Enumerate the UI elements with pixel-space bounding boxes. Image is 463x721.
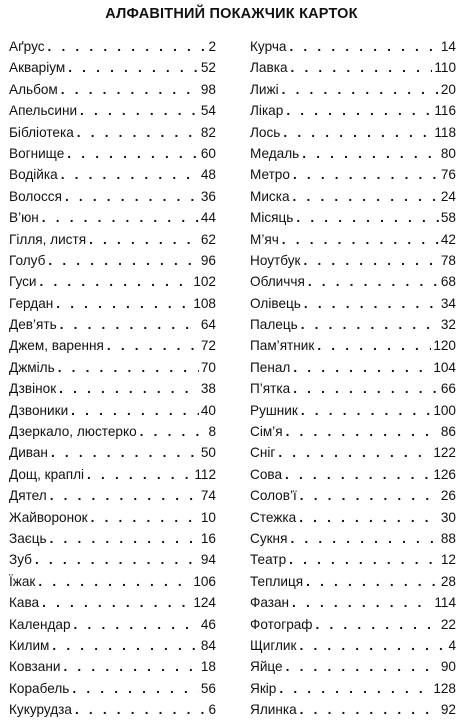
entry-page-number: 94 (200, 552, 216, 568)
entry-page-number: 4 (448, 637, 456, 653)
index-entry (9, 335, 216, 356)
index-entry (250, 335, 456, 356)
entry-word: Сукня (250, 530, 288, 546)
index-entry (9, 122, 216, 143)
entry-page-number: 104 (433, 359, 456, 375)
entry-word: Метро (250, 167, 290, 183)
index-entry (250, 164, 456, 185)
entry-page-number: 108 (193, 295, 216, 311)
index-entry (9, 614, 216, 635)
entry-page-number: 76 (440, 167, 456, 183)
dot-leader (282, 79, 439, 100)
entry-page-number: 20 (440, 81, 456, 97)
entry-page-number: 120 (433, 338, 456, 354)
entry-page-number: 48 (200, 167, 216, 183)
entry-page-number: 106 (193, 573, 216, 589)
entry-page-number: 86 (440, 424, 456, 440)
dot-leader (293, 357, 431, 378)
dot-leader (286, 656, 439, 677)
entry-word: Сова (250, 466, 283, 482)
entry-page-number: 128 (433, 680, 456, 696)
entry-page-number: 58 (440, 210, 456, 226)
entry-word: Пенал (250, 359, 291, 375)
entry-word: Водійка (9, 167, 58, 183)
entry-page-number: 18 (200, 659, 216, 675)
entry-word: М’яч (250, 231, 279, 247)
entry-word: Гілля, листя (9, 231, 87, 247)
index-entry (250, 207, 456, 228)
entry-page-number: 52 (200, 60, 216, 76)
entry-word: Медаль (250, 145, 300, 161)
entry-page-number: 100 (433, 402, 456, 418)
dot-leader (63, 656, 198, 677)
index-entry (250, 36, 456, 57)
entry-page-number: 122 (433, 445, 456, 461)
entry-word: Місяць (250, 210, 294, 226)
index-entry (250, 314, 456, 335)
entry-page-number: 88 (440, 530, 456, 546)
entry-word: Кава (9, 595, 40, 611)
page-title: АЛФАВІТНИЙ ПОКАЖЧИК КАРТОК (105, 6, 358, 22)
dot-leader (67, 143, 199, 164)
index-entry (9, 571, 216, 592)
dot-leader (292, 592, 432, 613)
entry-page-number: 78 (440, 252, 456, 268)
dot-leader (56, 293, 191, 314)
dot-leader (48, 36, 207, 57)
dot-leader (300, 485, 439, 506)
entry-word: Джміль (9, 359, 55, 375)
entry-page-number: 16 (200, 530, 216, 546)
entry-word: Вогнище (9, 145, 65, 161)
dot-leader (50, 528, 199, 549)
entry-page-number: 30 (440, 509, 456, 525)
dot-leader (38, 571, 191, 592)
entry-page-number: 2 (208, 39, 216, 54)
index-entry (250, 293, 456, 314)
index-entry (9, 36, 216, 57)
dot-leader (50, 485, 199, 506)
entry-page-number: 36 (200, 188, 216, 204)
entry-word: Дзвінок (9, 381, 57, 397)
index-entry (9, 421, 216, 442)
index-entry (250, 250, 456, 271)
index-entry (9, 143, 216, 164)
entry-page-number: 22 (440, 616, 456, 632)
index-entry (9, 485, 216, 506)
entry-word: Миска (250, 188, 290, 204)
index-entry (250, 122, 456, 143)
entry-word: Палець (250, 317, 298, 333)
entry-page-number: 56 (200, 680, 216, 696)
dot-leader (278, 442, 431, 463)
entry-word: Лікар (250, 103, 284, 119)
dot-leader (40, 271, 192, 292)
entry-word: Фазан (250, 595, 290, 611)
entry-word: Аґрус (9, 39, 45, 54)
entry-word: Заєць (9, 530, 47, 546)
entry-page-number: 44 (200, 210, 216, 226)
entry-page-number: 12 (440, 552, 456, 568)
index-entry (250, 656, 456, 677)
entry-page-number: 46 (200, 616, 216, 632)
index-entry (9, 442, 216, 463)
entry-page-number: 42 (440, 231, 456, 247)
index-entry (250, 271, 456, 292)
entry-page-number: 72 (200, 338, 216, 354)
index-entry (9, 549, 216, 570)
dot-leader (283, 122, 432, 143)
entry-word: Театр (250, 552, 287, 568)
dot-leader (140, 421, 207, 442)
entry-word: Килим (9, 637, 50, 653)
dot-leader (61, 164, 199, 185)
entry-word: Яйце (250, 659, 283, 675)
entry-word: Лось (250, 124, 281, 140)
index-entry (9, 635, 216, 656)
dot-leader (299, 635, 446, 656)
entry-word: Гердан (9, 295, 54, 311)
index-entry (250, 400, 456, 421)
dot-leader (308, 271, 439, 292)
entry-word: Гуси (9, 274, 37, 290)
index-entry (9, 207, 216, 228)
dot-leader (286, 100, 432, 121)
entry-word: Курча (250, 39, 287, 54)
entry-word: Солов’ї (250, 488, 297, 504)
dot-leader (52, 635, 198, 656)
index-entry (9, 314, 216, 335)
entry-page-number: 62 (200, 231, 216, 247)
index-entry (9, 507, 216, 528)
entry-page-number: 50 (200, 445, 216, 461)
index-entry (9, 79, 216, 100)
entry-word: Альбом (9, 81, 58, 97)
dot-leader (293, 378, 439, 399)
entry-word: Фотограф (250, 616, 313, 632)
index-entry (9, 464, 216, 485)
entry-page-number: 74 (200, 488, 216, 504)
index-entry (250, 528, 456, 549)
index-entry (250, 79, 456, 100)
index-entry (250, 143, 456, 164)
index-entry (250, 549, 456, 570)
dot-leader (304, 293, 439, 314)
entry-page-number: 116 (434, 103, 456, 119)
dot-leader (75, 699, 207, 720)
entry-word: Пам’ятник (250, 338, 315, 354)
dot-leader (72, 678, 199, 699)
entry-page-number: 38 (200, 381, 216, 397)
entry-page-number: 14 (440, 39, 456, 54)
index-entry (250, 100, 456, 121)
dot-leader (293, 164, 439, 185)
entry-word: Теплиця (250, 573, 304, 589)
index-entry (9, 656, 216, 677)
right-column (250, 36, 456, 721)
dot-leader (89, 229, 199, 250)
entry-page-number: 26 (440, 488, 456, 504)
index-entry (250, 592, 456, 613)
entry-page-number: 112 (194, 466, 216, 482)
entry-word: Ноутбук (250, 252, 301, 268)
entry-word: Апельсини (9, 103, 78, 119)
index-entry (250, 378, 456, 399)
entry-word: Джем, варення (9, 338, 104, 354)
dot-leader (303, 250, 438, 271)
entry-page-number: 66 (440, 381, 456, 397)
entry-page-number: 92 (440, 702, 456, 718)
index-entry (250, 614, 456, 635)
entry-word: Якір (250, 680, 277, 696)
entry-page-number: 126 (433, 466, 456, 482)
index-entry (9, 678, 216, 699)
entry-word: Голуб (9, 252, 46, 268)
dot-leader (91, 507, 199, 528)
entry-word: Волосся (9, 188, 62, 204)
dot-leader (42, 207, 199, 228)
entry-page-number: 98 (200, 81, 216, 97)
dot-leader (289, 549, 439, 570)
entry-word: П’ятка (250, 381, 291, 397)
left-column (9, 36, 216, 721)
index-entry (250, 678, 456, 699)
dot-leader (301, 400, 431, 421)
dot-leader (74, 614, 199, 635)
dot-leader (107, 335, 199, 356)
index-entry (9, 400, 216, 421)
entry-page-number: 90 (440, 659, 456, 675)
dot-leader (296, 207, 439, 228)
entry-word: Обличчя (250, 274, 305, 290)
index-entry (9, 378, 216, 399)
entry-page-number: 114 (434, 595, 456, 611)
entry-page-number: 40 (200, 402, 216, 418)
entry-page-number: 60 (200, 145, 216, 161)
entry-page-number: 96 (200, 252, 216, 268)
entry-word: Їжак (9, 573, 36, 589)
index-entry (9, 186, 216, 207)
index-entry (9, 164, 216, 185)
dot-leader (35, 549, 199, 570)
index-entry (9, 293, 216, 314)
index-entry (250, 229, 456, 250)
entry-word: Дев’ять (9, 317, 57, 333)
entry-word: Рушник (250, 402, 298, 418)
dot-leader (68, 57, 199, 78)
index-entry (250, 485, 456, 506)
dot-leader (293, 186, 439, 207)
index-entry (9, 592, 216, 613)
index-entry (9, 699, 216, 720)
entry-word: Сніг (250, 445, 276, 461)
entry-page-number: 28 (440, 573, 456, 589)
entry-page-number: 118 (434, 124, 456, 140)
entry-word: В’юн (9, 210, 39, 226)
entry-word: Лавка (250, 60, 288, 76)
index-entry (250, 635, 456, 656)
dot-leader (42, 592, 191, 613)
entry-page-number: 10 (200, 509, 216, 525)
index-entry (250, 699, 456, 720)
dot-leader (306, 571, 439, 592)
index-entry (250, 357, 456, 378)
dot-leader (317, 335, 431, 356)
dot-leader (279, 678, 431, 699)
index-entry (250, 464, 456, 485)
entry-page-number: 102 (193, 274, 216, 290)
entry-page-number: 68 (440, 274, 456, 290)
entry-word: Календар (9, 616, 71, 632)
entry-word: Дзеркало, люстерко (9, 424, 137, 440)
entry-word: Олівець (250, 295, 301, 311)
dot-leader (302, 143, 439, 164)
dot-leader (290, 528, 438, 549)
dot-leader (65, 186, 199, 207)
entry-page-number: 64 (200, 317, 216, 333)
entry-page-number: 6 (208, 702, 216, 718)
entry-word: Дятел (9, 488, 47, 504)
entry-word: Дзвоники (9, 402, 69, 418)
index-entry (9, 250, 216, 271)
entry-page-number: 124 (193, 595, 216, 611)
index-entry (9, 229, 216, 250)
dot-leader (286, 421, 439, 442)
dot-leader (48, 250, 198, 271)
dot-leader (289, 36, 438, 57)
dot-leader (300, 699, 439, 720)
index-entry (9, 528, 216, 549)
dot-leader (282, 229, 439, 250)
entry-word: Корабель (9, 680, 70, 696)
index-entry (9, 271, 216, 292)
entry-word: Ковзани (9, 659, 61, 675)
dot-leader (51, 442, 199, 463)
index-entry (250, 57, 456, 78)
entry-page-number: 34 (440, 295, 456, 311)
index-entry (9, 57, 216, 78)
dot-leader (87, 464, 192, 485)
index-entry (250, 571, 456, 592)
dot-leader (285, 464, 431, 485)
index-entry (250, 442, 456, 463)
entry-word: Сім’я (250, 424, 283, 440)
dot-leader (59, 378, 199, 399)
entry-page-number: 80 (440, 145, 456, 161)
entry-page-number: 70 (200, 359, 216, 375)
index-entry (250, 186, 456, 207)
entry-page-number: 110 (434, 60, 456, 76)
dot-leader (61, 79, 199, 100)
entry-page-number: 82 (200, 124, 216, 140)
entry-word: Щиглик (250, 637, 297, 653)
entry-page-number: 54 (200, 103, 216, 119)
dot-leader (80, 100, 199, 121)
dot-leader (301, 314, 439, 335)
dot-leader (316, 614, 439, 635)
dot-leader (71, 400, 199, 421)
dot-leader (60, 314, 199, 335)
index-entry (250, 421, 456, 442)
entry-word: Дощ, краплі (9, 466, 85, 482)
index-entry (9, 100, 216, 121)
entry-page-number: 84 (200, 637, 216, 653)
entry-page-number: 24 (440, 188, 456, 204)
entry-word: Жайворонок (9, 509, 88, 525)
entry-word: Бібліотека (9, 124, 74, 140)
index-entry (250, 507, 456, 528)
dot-leader (77, 122, 199, 143)
entry-word: Кукурудза (9, 702, 72, 718)
entry-word: Зуб (9, 552, 32, 568)
entry-word: Стежка (250, 509, 297, 525)
index-entry (9, 357, 216, 378)
entry-word: Ялинка (250, 702, 297, 718)
dot-leader (291, 57, 433, 78)
entry-page-number: 8 (208, 424, 216, 440)
entry-page-number: 32 (440, 317, 456, 333)
dot-leader (299, 507, 439, 528)
entry-word: Диван (9, 445, 48, 461)
dot-leader (58, 357, 199, 378)
entry-word: Акваріум (9, 60, 66, 76)
entry-word: Лижі (250, 81, 279, 97)
